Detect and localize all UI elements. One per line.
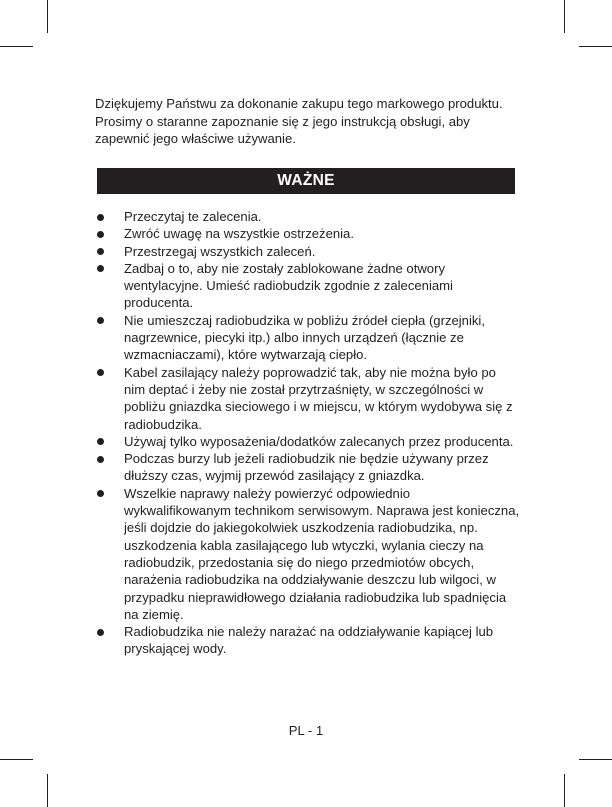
list-item-text: Zadbaj o to, aby nie zostały zablokowane żadne otwory wentylacyjne. Umieść radiobudzik zgodnie z zaleceniami producenta. xyxy=(124,260,453,311)
list-item-text: Nie umieszczaj radiobudzika w pobliżu źródeł ciepła (grzejniki, nagrzewnice, piecyki itp.) albo innych urządzeń (łącznie ze wzmacniaczami), które wytwarzają ciepło. xyxy=(124,312,485,363)
list-item-text: Zwróć uwagę na wszystkie ostrzeżenia. xyxy=(124,226,354,242)
list-item-text: Kabel zasilający należy poprowadzić tak, aby nie można było po nim deptać i żeby nie został przytrzaśnięty, w szczególności w pobliżu gniazdka sieciowego i w miejscu, w którym wydobywa się z radiobudzika. xyxy=(124,364,513,432)
crop-mark-bottom-right xyxy=(564,774,565,807)
important-banner: WAŻNE xyxy=(97,168,515,194)
list-item xyxy=(95,208,520,225)
list-item xyxy=(95,225,520,242)
list-item-text: Używaj tylko wyposażenia/dodatków zalecanych przez producenta. xyxy=(124,433,514,449)
bullet-icon xyxy=(97,490,104,497)
list-item xyxy=(95,450,520,485)
list-item xyxy=(95,260,520,312)
crop-mark-bottom-left-h xyxy=(0,759,33,760)
crop-mark-bottom-left xyxy=(47,774,48,807)
bullet-icon xyxy=(97,438,104,445)
bullet-icon xyxy=(97,317,104,324)
list-item xyxy=(95,243,520,260)
list-item xyxy=(95,433,520,450)
list-item xyxy=(95,485,520,623)
list-item xyxy=(95,364,520,433)
bullet-icon xyxy=(97,456,104,463)
list-item-text: Radiobudzika nie należy narażać na oddziaływanie kapiącej lub pryskającej wody. xyxy=(124,624,494,657)
crop-mark-top-left xyxy=(47,0,48,33)
page-number: PL - 1 xyxy=(288,723,324,738)
list-item-text: Wszelkie naprawy należy powierzyć odpowiednio wykwalifikowanym technikom serwisowym. Naprawa jest konieczna, jeśli dojdzie do jakiegokolwiek uszkodzenia radiobudzika, np. uszkodzenia kabla zasilającego lub wtyczki, wylania cieczy na radiobudzik, przedostania się do niego przedmiotów obcych, narażenia radiobudzika na oddziaływanie deszczu lub wilgoci, w przypadku nieprawidłowego działania radiobudzika lub spadnięcia na ziemię. xyxy=(124,485,520,622)
bullet-icon xyxy=(97,265,104,272)
list-item-text: Przestrzegaj wszystkich zaleceń. xyxy=(124,243,316,259)
crop-mark-bottom-right-h xyxy=(579,759,612,760)
crop-mark-top-right-h xyxy=(579,46,612,47)
bullet-icon xyxy=(97,248,104,255)
crop-mark-top-left-h xyxy=(0,46,33,47)
intro-paragraph: Dziękujemy Państwu za dokonanie zakupu tego markowego produktu. Prosimy o staranne zapoznanie się z jego instrukcją obsługi, aby zapewnić jego właściwe używanie. xyxy=(95,96,503,146)
list-item-text: Podczas burzy lub jeżeli radiobudzik nie będzie używany przez dłuższy czas, wyjmij przewód zasilający z gniazdka. xyxy=(124,451,489,484)
crop-mark-top-right xyxy=(564,0,565,33)
bullet-icon xyxy=(97,231,104,238)
list-item xyxy=(95,312,520,364)
list-item xyxy=(95,623,520,658)
bullet-icon xyxy=(97,214,104,221)
safety-instructions-list xyxy=(95,208,520,658)
list-item-text: Przeczytaj te zalecenia. xyxy=(124,209,262,224)
bullet-icon xyxy=(97,369,104,376)
bullet-icon xyxy=(97,629,104,636)
